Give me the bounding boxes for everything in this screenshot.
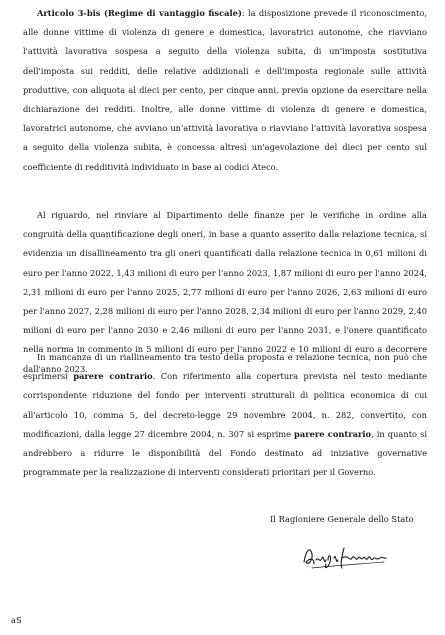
article-paragraph-3-text-b: . Con riferimento alla copertura prevista nel testo mediante corrispondente riduzione del fondo per interventi strutturali di politica economica di cui all'articolo 10, comma 5, del decreto-legge 29 novembre 2004, n. 282, convertito, con modificazioni, dalla legge 27 dicembre 2004, n. 307 si esprime bbox=[23, 371, 428, 439]
article-paragraph-2-text: Al riguardo, nel rinviare al Dipartimento delle finanze per le verifiche in ordine alla congruità della quantificazione degli oneri, in base a quanto asserito dalla relazione tecnica, si evidenzia un disallineamento tra gli oneri quantificati dalla relazione tecnica in 0,61 milioni di euro per l'anno 2022, 1,43 milioni di euro per l'anno 2023, 1,87 milioni di euro per l'anno 2024, 2,31 milioni di euro per l'anno 2025, 2,77 milioni di euro per l'anno 2026, 2,63 milioni di euro per l'anno 2027, 2,28 milioni di euro per l'anno 2028, 2,34 milioni di euro per l'anno 2029, 2,40 milioni di euro per l'anno 2030 e 2,46 milioni di euro per l'anno 2031, e l'onere quantificato nella norma in commento in 5 milioni di euro per l'anno 2022 e 10 milioni di euro a decorrere dall'anno 2023. bbox=[23, 210, 427, 374]
handwritten-signature bbox=[300, 540, 390, 574]
article-paragraph-1-text: : la disposizione prevede il riconoscimento, alle donne vittime di violenza di genere e domestica, lavoratrici autonome, che riavviano l'attività lavorativa sospesa a seguito della violenza subita, di un'imposta sostitutiva dell'imposta sui redditi, delle relative addizionali e dell'imposta regionale sulle attività produttive, con aliquota al dieci per cento, per cinque anni, previa opzione da esercitare nella dichiarazione dei redditi. Inoltre, alle donne vittime di violenza di genere e domestica, lavoratrici autonome, che avviano un'attività lavorativa o riavviano l'attività lavorativa sospesa a seguito della violenza subita, è concessa altresì un'agevolazione del dieci per cento sul coefficiente di redditività individuato in base ai codici Ateco. bbox=[23, 8, 428, 172]
article-paragraph-3-text-c: , in quanto si andrebbero a ridurre le disponibilità del Fondo destinato ad iniziative governative programmate per la realizzazione di interventi considerati prioritari per il Governo. bbox=[23, 428, 427, 478]
article-paragraph-1 bbox=[23, 4, 427, 177]
article-paragraph-3 bbox=[23, 348, 427, 482]
signatory-title: Il Ragioniere Generale dello Stato bbox=[270, 514, 414, 524]
parere-contrario-1: parere contrario bbox=[73, 371, 153, 382]
parere-contrario-2: parere contrario bbox=[294, 428, 372, 439]
footer-initials: aS bbox=[11, 615, 22, 625]
article-heading: Articolo 3-bis (Regime di vantaggio fiscale) bbox=[37, 8, 242, 18]
article-paragraph-3-text-a: In mancanza di un riallineamento tra testo della proposta e relazione tecnica, non può che esprimersi bbox=[23, 352, 427, 382]
